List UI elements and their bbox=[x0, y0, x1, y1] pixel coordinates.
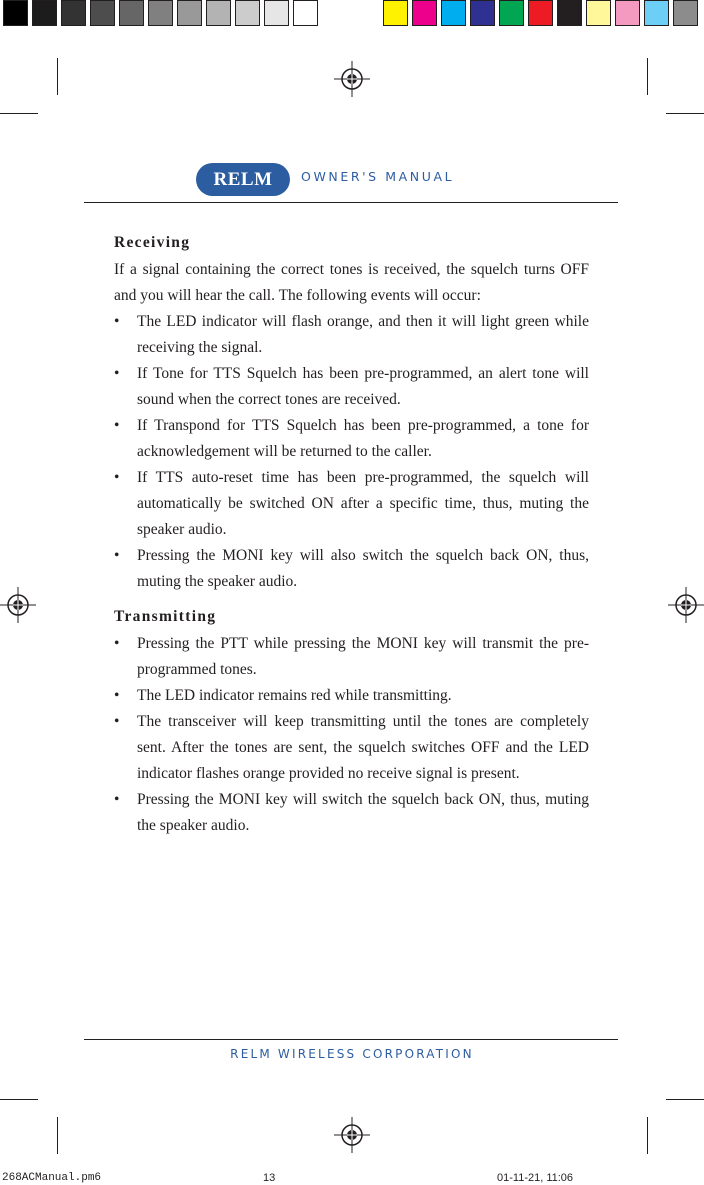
gray-swatch bbox=[206, 0, 231, 26]
receiving-intro: If a signal containing the correct tones is received, the squelch turns OFF and you will hear the call. The following events will occur: bbox=[114, 261, 589, 304]
page-header-title: OWNER'S MANUAL bbox=[301, 169, 455, 184]
gray-swatch bbox=[293, 0, 318, 26]
footer-rule bbox=[84, 1039, 618, 1040]
crop-mark bbox=[647, 1117, 648, 1154]
list-item: • Pressing the MONI key will also switch the squelch back ON, thus, muting the speaker audio. bbox=[114, 547, 589, 590]
crop-mark bbox=[647, 58, 648, 95]
crop-mark bbox=[0, 1099, 38, 1100]
crop-mark bbox=[57, 58, 58, 95]
logo-text: RELM bbox=[213, 168, 273, 190]
color-swatch bbox=[499, 0, 524, 26]
color-swatch bbox=[673, 0, 698, 26]
crop-mark bbox=[666, 1099, 704, 1100]
receiving-heading: Receiving bbox=[114, 234, 191, 251]
registration-mark-icon bbox=[0, 585, 40, 625]
transmitting-heading: Transmitting bbox=[114, 608, 217, 625]
header-rule bbox=[84, 202, 618, 203]
list-item: • The transceiver will keep transmitting until the tones are completely sent. After the tones are sent, the squelch switches OFF and the LED indicator flashes orange provided no receive signal is present. bbox=[114, 713, 589, 782]
page-content bbox=[114, 229, 589, 839]
gray-swatch bbox=[264, 0, 289, 26]
gray-swatch bbox=[32, 0, 57, 26]
footer-title: RELM WIRELESS CORPORATION bbox=[230, 1047, 474, 1061]
crop-mark bbox=[0, 113, 38, 114]
slug-page-number: 13 bbox=[263, 1172, 276, 1184]
color-swatch bbox=[557, 0, 582, 26]
gray-swatch bbox=[148, 0, 173, 26]
registration-mark-icon bbox=[332, 59, 372, 99]
gray-swatch bbox=[90, 0, 115, 26]
list-item: • The LED indicator remains red while transmitting. bbox=[114, 687, 452, 704]
list-item: • The LED indicator will flash orange, and then it will light green while receiving the signal. bbox=[114, 313, 589, 356]
slug-timestamp: 01-11-21, 11:06 bbox=[497, 1172, 574, 1184]
gray-swatch bbox=[235, 0, 260, 26]
list-item: • Pressing the MONI key will switch the squelch back ON, thus, muting the speaker audio. bbox=[114, 791, 589, 834]
color-swatch bbox=[528, 0, 553, 26]
gray-swatch bbox=[177, 0, 202, 26]
registration-mark-icon bbox=[332, 1115, 372, 1155]
color-swatch bbox=[470, 0, 495, 26]
color-swatch bbox=[383, 0, 408, 26]
crop-mark bbox=[57, 1117, 58, 1154]
registration-mark-icon bbox=[664, 585, 704, 625]
list-item: • If Tone for TTS Squelch has been pre-programmed, an alert tone will sound when the correct tones are received. bbox=[114, 365, 589, 408]
gray-swatch bbox=[61, 0, 86, 26]
relm-logo bbox=[196, 163, 290, 196]
list-item: • If TTS auto-reset time has been pre-programmed, the squelch will automatically be switched ON after a specific time, thus, muting the speaker audio. bbox=[114, 469, 589, 538]
color-swatch bbox=[644, 0, 669, 26]
transmitting-list bbox=[114, 631, 589, 839]
color-swatch bbox=[586, 0, 611, 26]
receiving-list bbox=[114, 309, 589, 595]
color-swatch bbox=[441, 0, 466, 26]
list-item: • If Transpond for TTS Squelch has been pre-programmed, a tone for acknowledgement will be returned to the caller. bbox=[114, 417, 589, 460]
crop-mark bbox=[666, 113, 704, 114]
list-item: • Pressing the PTT while pressing the MONI key will transmit the pre-programmed tones. bbox=[114, 635, 589, 678]
color-swatch bbox=[412, 0, 437, 26]
slug-filename: 268ACManual.pm6 bbox=[2, 1172, 102, 1184]
gray-swatch bbox=[3, 0, 28, 26]
color-swatch bbox=[615, 0, 640, 26]
gray-swatch bbox=[119, 0, 144, 26]
